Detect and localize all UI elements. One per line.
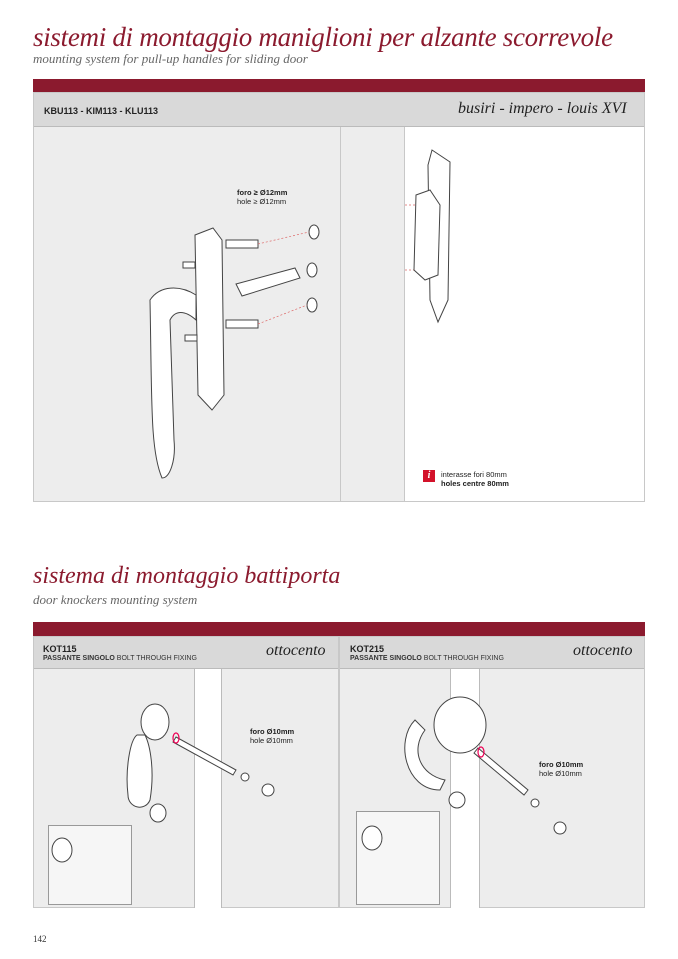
info-icon: i (423, 470, 435, 482)
panel-1-collection: ottocento (266, 642, 326, 659)
section1-collection: busiri - impero - louis XVI (458, 100, 627, 117)
panel-2-collection: ottocento (573, 642, 633, 659)
panel-2-fix-en: BOLT THROUGH FIXING (423, 655, 504, 662)
panel-2-hole-en: hole Ø10mm (539, 769, 582, 778)
nut-2 (554, 822, 566, 834)
knocker-1-body (127, 735, 152, 807)
section1-title: sistemi di montaggio maniglioni per alzante scorrevole (33, 22, 613, 52)
panel-2-code: KOT215 (350, 644, 385, 654)
nut-1 (262, 784, 274, 796)
inset-1-knob (52, 838, 72, 862)
knocker-2-striker (449, 792, 465, 808)
info-label-en: holes centre 80mm (441, 479, 509, 488)
knocker-1-bolt (173, 737, 236, 775)
panel-1-code: KOT115 (43, 644, 77, 654)
hole-label-it: foro ≥ Ø12mm (237, 188, 288, 197)
panel-1-fix-en: BOLT THROUGH FIXING (116, 655, 197, 662)
section1-codes: KBU113 - KIM113 - KLU113 (44, 106, 159, 116)
knocker-2-bolt (474, 748, 528, 795)
knocker-2-rose (434, 697, 486, 753)
washer-2 (531, 799, 539, 807)
panel-1-fix-it: PASSANTE SINGOLO (43, 655, 115, 662)
section2-subtitle: door knockers mounting system (33, 592, 198, 607)
panel-2-hole-it: foro Ø10mm (539, 760, 584, 769)
inset-2-knob (362, 826, 382, 850)
washer-1 (241, 773, 249, 781)
hole-label-en: hole ≥ Ø12mm (237, 197, 287, 206)
section1-subtitle: mounting system for pull-up handles for sliding door (33, 51, 308, 66)
section2-title: sistema di montaggio battiporta (33, 563, 341, 589)
knocker-1-striker (150, 804, 166, 822)
panel-1-hole-it: foro Ø10mm (250, 727, 295, 736)
panel-2-fix-it: PASSANTE SINGOLO (350, 655, 422, 662)
page-number: 142 (33, 934, 47, 944)
info-label-it: interasse fori 80mm (441, 470, 507, 479)
panel-1-hole-en: hole Ø10mm (250, 736, 293, 745)
